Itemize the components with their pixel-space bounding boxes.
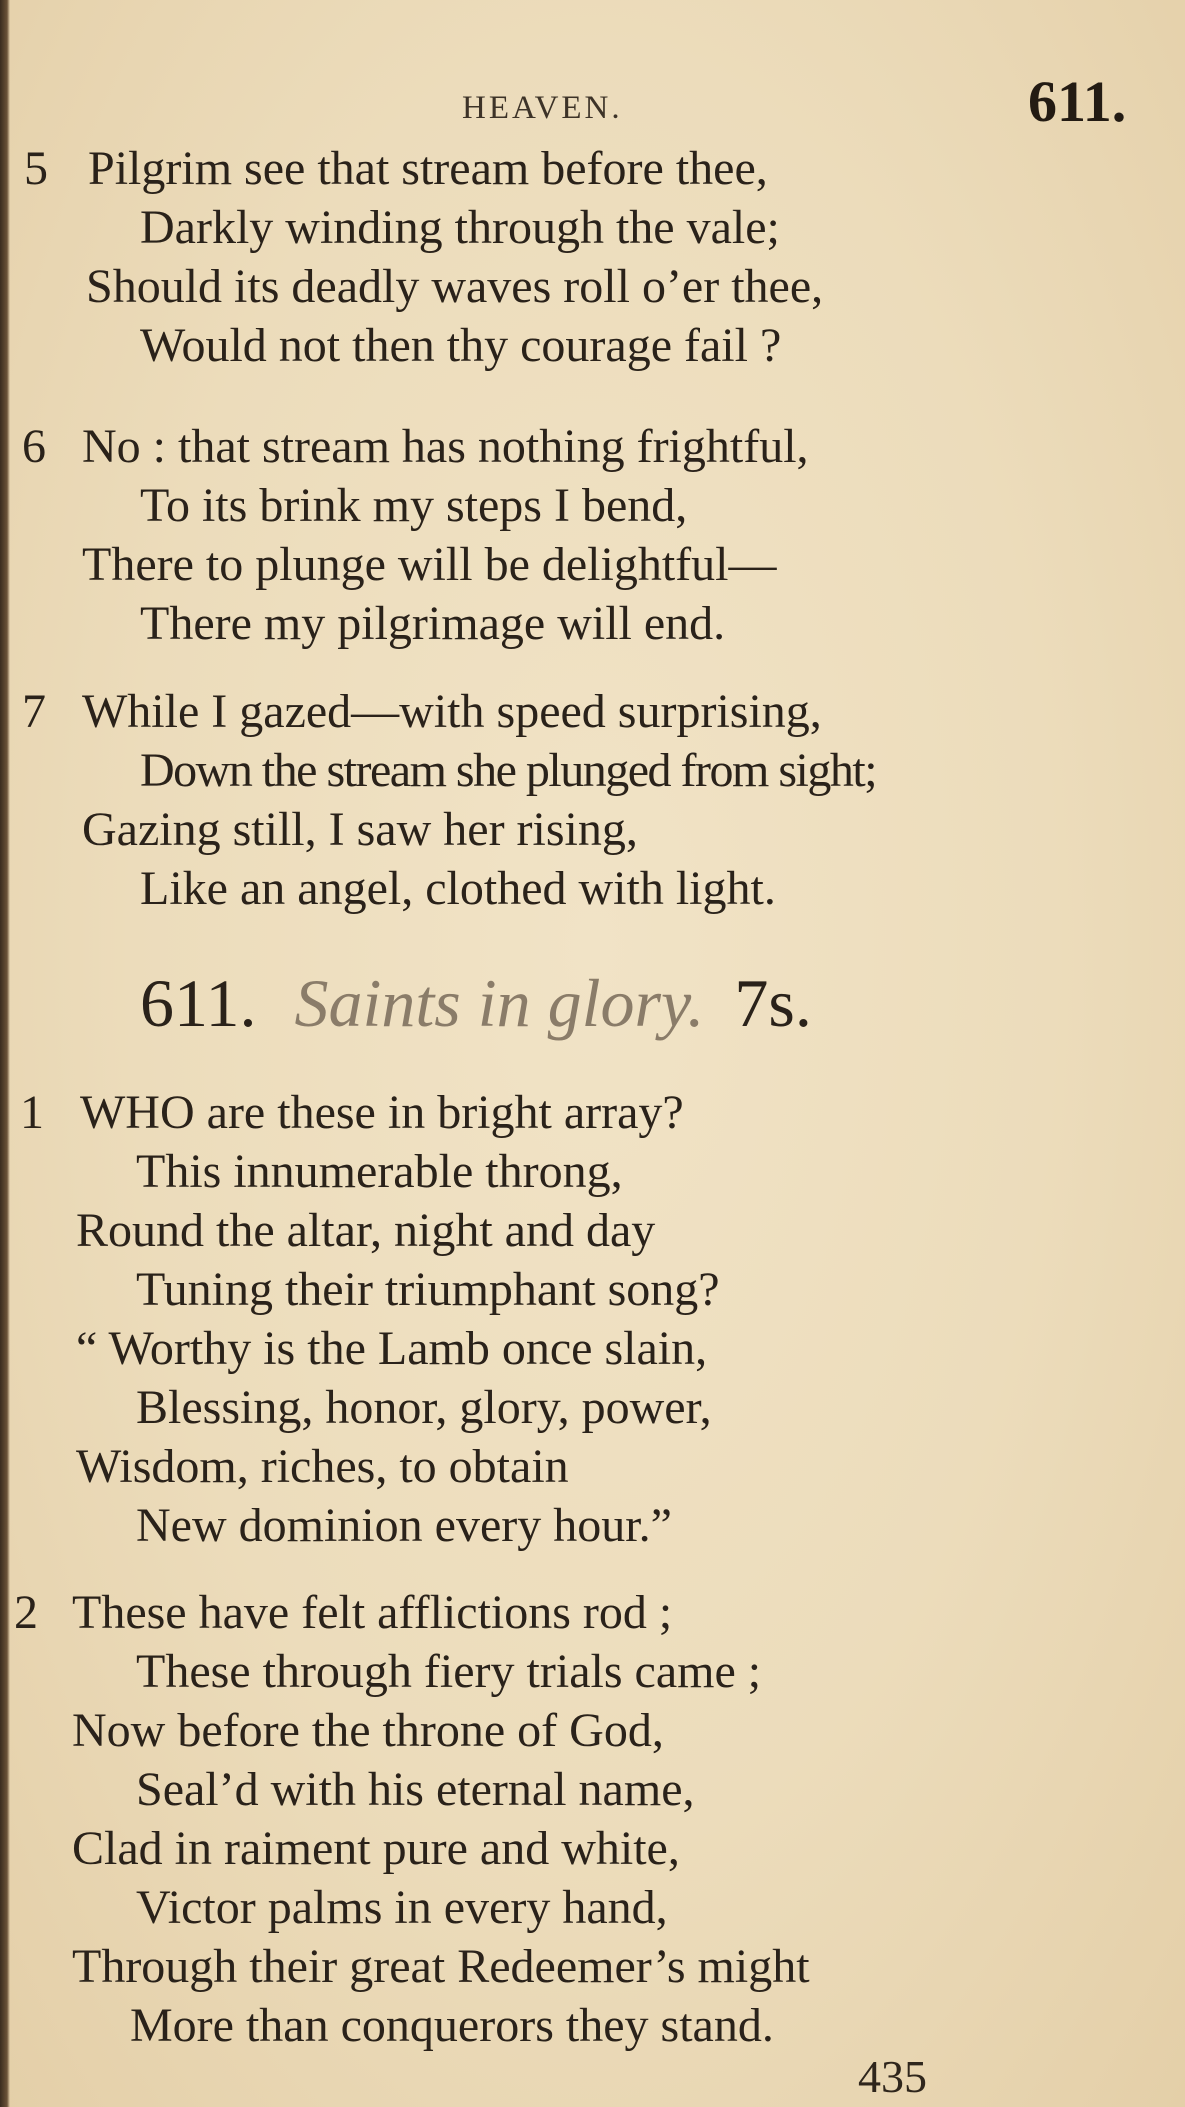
- verse-number: 6: [22, 420, 46, 473]
- hymn-number: 611.: [140, 965, 257, 1041]
- verse-line: Clad in raiment pure and white,: [72, 1822, 680, 1875]
- verse-line: While I gazed—with speed surprising,: [82, 685, 822, 738]
- verse-line: Wisdom, riches, to obtain: [76, 1440, 569, 1493]
- verse-line: “ Worthy is the Lamb once slain,: [76, 1322, 708, 1375]
- verse-line: More than conquerors they stand.: [130, 1999, 774, 2052]
- verse-line: There my pilgrimage will end.: [140, 597, 726, 650]
- verse-line: WHO are these in bright array?: [80, 1086, 684, 1139]
- hymn-meter: 7s.: [734, 965, 812, 1041]
- verse-line: Down the stream she plunged from sight;: [140, 744, 877, 797]
- hymn-heading: [140, 964, 812, 1043]
- verse-line: New dominion every hour.”: [136, 1499, 672, 1552]
- verse-line: Like an angel, clothed with light.: [140, 862, 776, 915]
- running-head: HEAVEN.: [462, 90, 623, 126]
- verse-line: Pilgrim see that stream before thee,: [88, 142, 768, 195]
- verse-line: These through fiery trials came ;: [136, 1645, 762, 1698]
- verse-number: 5: [24, 142, 48, 195]
- page-hymn-number: 611.: [1028, 69, 1127, 134]
- verse-line: Victor palms in every hand,: [136, 1881, 668, 1934]
- verse-line: To its brink my steps I bend,: [140, 479, 688, 532]
- verse-line: Seal’d with his eternal name,: [136, 1763, 695, 1816]
- book-spine-edge: [0, 0, 10, 2107]
- hymn-title: Saints in glory.: [294, 965, 705, 1041]
- verse-line: Round the altar, night and day: [76, 1204, 656, 1257]
- verse-line: No : that stream has nothing frightful,: [82, 420, 809, 473]
- verse-line: Blessing, honor, glory, power,: [136, 1381, 712, 1434]
- verse-line: This innumerable throng,: [136, 1145, 623, 1198]
- verse-line: Tuning their triumphant song?: [136, 1263, 720, 1316]
- verse-line: These have felt afflictions rod ;: [72, 1586, 673, 1639]
- verse-number: 7: [22, 685, 46, 738]
- verse-number: 1: [20, 1086, 44, 1139]
- verse-line: Would not then thy courage fail ?: [140, 319, 782, 372]
- verse-number: 2: [14, 1586, 38, 1639]
- verse-line: There to plunge will be delightful—: [82, 538, 777, 591]
- verse-line: Darkly winding through the vale;: [140, 201, 780, 254]
- verse-line: Should its deadly waves roll o’er thee,: [86, 260, 824, 313]
- verse-line: Now before the throne of God,: [72, 1704, 664, 1757]
- verse-line: Through their great Redeemer’s might: [72, 1940, 810, 1993]
- signature-mark: 435: [858, 2051, 927, 2102]
- verse-line: Gazing still, I saw her rising,: [82, 803, 638, 856]
